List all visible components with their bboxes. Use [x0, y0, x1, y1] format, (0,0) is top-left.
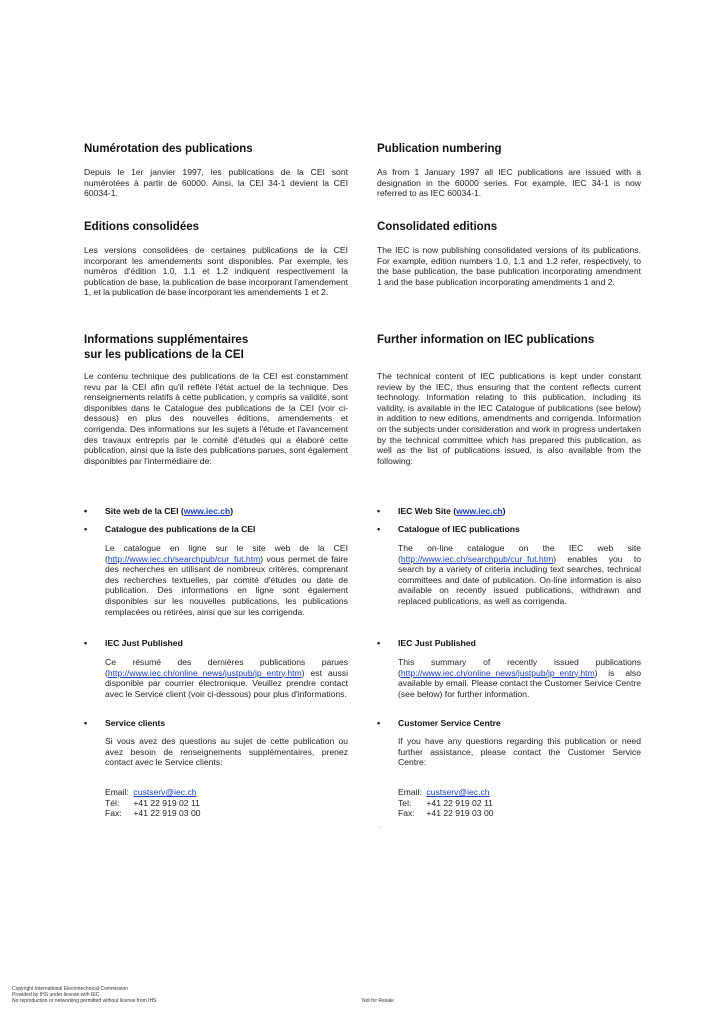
para-editions: [84, 245, 348, 298]
paragraph: The IEC is now publishing consolidated versions of its publications. For example, edition numbers 1.0, 1.1 and 1.2 refer, respectively, to the base publication, the base publication incorporating amendment 1 and the base publication incorporating amendments 1 and 2.: [377, 245, 641, 287]
heading-editions: Editions consolidées: [84, 221, 200, 233]
footer-not-for-resale: Not for Resale: [362, 998, 394, 1004]
paragraph: If you have any questions regarding this publication or need further assistance, please contact the Customer Service Centre:: [398, 736, 641, 768]
fax-key: Fax:: [105, 808, 122, 818]
section-further-info-en: [377, 333, 641, 348]
paragraph: Si vous avez des questions au sujet de cette publication ou avez besoin de renseignements supplémentaires, prenez contact avec le Service clients:: [105, 736, 348, 768]
bullet-icon: •: [377, 638, 381, 648]
bullet-label: IEC Just Published: [398, 638, 476, 648]
label-close: ): [502, 506, 506, 516]
link-iec-site[interactable]: www.iec.ch: [183, 506, 231, 516]
paragraph: As from 1 January 1997 all IEC publications are issued with a designation in the 60000 series. For example, IEC 34-1 is now referred to as IEC 60034-1.: [377, 167, 641, 199]
section-editions-fr: [84, 220, 348, 235]
bullet-label: IEC Just Published: [105, 638, 183, 648]
bullet-label: Catalogue of IEC publications: [398, 524, 520, 534]
label: Site web de la CEI (: [105, 506, 184, 516]
tel-key: Tel:: [398, 797, 412, 808]
paragraph: Le contenu technique des publications de la CEI est constamment revu par la CEI afin qu'il reflète l'état actuel de la technique. Des renseignements relatifs à cette publication, y compris sa validité, sont disponibles dans le Catalogue des publications de la CEI (voir ci-dessous) en plus des nouvelles éditions, amendements et corrigenda. Des informations sur les sujets à l'étude et l'avancement des travaux entrepris par le comité d'études qui a élaboré cette publication, ainsi que la liste des publications parues, sont également disponibles par l'intermédiaire de:: [84, 371, 348, 466]
contact-block-en: [398, 787, 494, 819]
para-informations: [84, 371, 348, 466]
heading-consolidated-editions: Consolidated editions: [377, 221, 498, 233]
fax-value: +41 22 919 03 00: [133, 808, 201, 818]
text: This summary of recently issued publications (: [398, 657, 641, 678]
heading-informations-line1: Informations supplémentaires: [84, 334, 249, 346]
section-editions-en: [377, 220, 641, 235]
tel-key: Tél:: [105, 797, 120, 808]
customer-service-description: [398, 736, 641, 768]
tel-row: [105, 798, 201, 809]
text: Le catalogue en ligne sur le site web de la CEI (: [105, 543, 348, 564]
bullet-icon: •: [84, 718, 88, 728]
para-further-info: [377, 371, 641, 466]
bullet-label: Customer Service Centre: [398, 718, 501, 728]
link-iec-site[interactable]: www.iec.ch: [456, 506, 503, 516]
paragraph: [398, 657, 641, 699]
stray-dot: .: [379, 823, 381, 830]
text: The on-line catalogue on the IEC web site (: [398, 543, 641, 564]
fax-row: [398, 808, 494, 819]
just-published-description: [105, 657, 348, 699]
para-numerotation: [84, 167, 348, 199]
heading-publication-numbering: Publication numbering: [377, 143, 502, 155]
para-consolidated: [377, 245, 641, 287]
heading-numerotation: Numérotation des publications: [84, 143, 253, 155]
fax-row: [105, 808, 201, 819]
paragraph: Les versions consolidées de certaines publications de la CEI incorporant les amendements sont disponibles. Par exemple, les numéros d'édition 1.0, 1.1 et 1.2 indiquent respectivement la publication de base, la publication de base incorporant l'amendement 1, et la publication de base incorporant les amendements 1 et 2.: [84, 245, 348, 298]
heading-further-information: Further information on IEC publications: [377, 334, 595, 346]
text: ) is also available by email. Please contact the Customer Service Centre (see below) for further information.: [398, 667, 641, 699]
footer-copyright: [12, 986, 157, 1004]
tel-value: +41 22 919 02 11: [426, 797, 493, 808]
bullet-label: [105, 506, 233, 517]
link-catalogue[interactable]: http://www.iec.ch/searchpub/cur_fut.htm: [400, 553, 554, 564]
email-link[interactable]: custserv@iec.ch: [426, 787, 490, 797]
bullet-label: Service clients: [105, 718, 166, 728]
bullet-icon: •: [84, 524, 88, 534]
link-catalogue[interactable]: http://www.iec.ch/searchpub/cur_fut.htm: [107, 553, 261, 564]
catalogue-description: [105, 543, 348, 617]
footer-line: Provided by IHS under license with IEC: [12, 992, 100, 998]
link-just-published[interactable]: http://www.iec.ch/online_news/justpub/jp_entry.htm: [107, 667, 302, 678]
email-link[interactable]: custserv@iec.ch: [133, 787, 197, 797]
tel-row: [398, 798, 494, 809]
para-numbering: [377, 167, 641, 199]
footer-line: Copyright International Electrotechnical Commission: [12, 986, 128, 992]
email-key: Email:: [105, 787, 129, 797]
section-informations-fr: [84, 333, 348, 363]
text: Ce résumé des dernières publications parues (: [105, 657, 348, 678]
section-numbering-en: [377, 142, 641, 157]
paragraph: [105, 657, 348, 699]
email-key: Email:: [398, 787, 422, 797]
email-row: [105, 787, 201, 798]
label: IEC Web Site (: [398, 506, 457, 516]
paragraph: [398, 543, 641, 607]
fax-key: Fax:: [398, 808, 415, 818]
text: ) vous permet de faire des recherches en utilisant de nombreux critères, comprenant des recherches textuelles, par comité d'études ou date de publication. Des informations en ligne sont également disponibles sur les nouvelles publications, les publications remplacées ou retirées, ainsi que sur les corrigenda.: [105, 553, 348, 617]
fax-value: +41 22 919 03 00: [426, 808, 494, 818]
email-row: [398, 787, 494, 798]
link-just-published[interactable]: http://www.iec.ch/online_news/justpub/jp_entry.htm: [400, 667, 595, 678]
heading-informations-line2: sur les publications de la CEI: [84, 349, 244, 361]
bullet-icon: •: [84, 506, 88, 516]
section-numbering-fr: [84, 142, 348, 157]
text: ) enables you to search by a variety of criteria including text searches, technical committees and date of publication. On-line information is also available on recently issued publications, withdrawn and replaced publications, as well as corrigenda.: [398, 553, 641, 606]
contact-block-fr: [105, 787, 201, 819]
bullet-label: [398, 506, 505, 517]
just-published-description-en: [398, 657, 641, 699]
bullet-icon: •: [377, 718, 381, 728]
paragraph: [105, 543, 348, 617]
label-close: ): [230, 506, 234, 516]
footer-line: No reproduction or networking permitted without license from IHS: [12, 998, 157, 1004]
bullet-icon: •: [377, 506, 381, 516]
bullet-icon: •: [84, 638, 88, 648]
tel-value: +41 22 919 02 11: [133, 797, 200, 808]
paragraph: The technical content of IEC publications is kept under constant review by the IEC, thus ensuring that the content reflects current technology. Information relating to this publication, including its validity, is available in the IEC Catalogue of publications (see below) in addition to new editions, amendments and corrigenda. Information on the subjects under consideration and work in progress undertaken by the technical committee which has prepared this publication, as well as the list of publications issued, is also available from the following:: [377, 371, 641, 466]
paragraph: Depuis le 1er janvier 1997, les publications de la CEI sont numérotées à partir de 60000. Ainsi, la CEI 34-1 devient la CEI 60034-1.: [84, 167, 348, 199]
bullet-icon: •: [377, 524, 381, 534]
bullet-label: Catalogue des publications de la CEI: [105, 524, 256, 534]
service-clients-description: [105, 736, 348, 768]
text: ) est aussi disponible par courrier électronique. Veuillez prendre contact avec le Service client (voir ci-dessous) pour plus d'informations.: [105, 667, 348, 699]
catalogue-description-en: [398, 543, 641, 607]
